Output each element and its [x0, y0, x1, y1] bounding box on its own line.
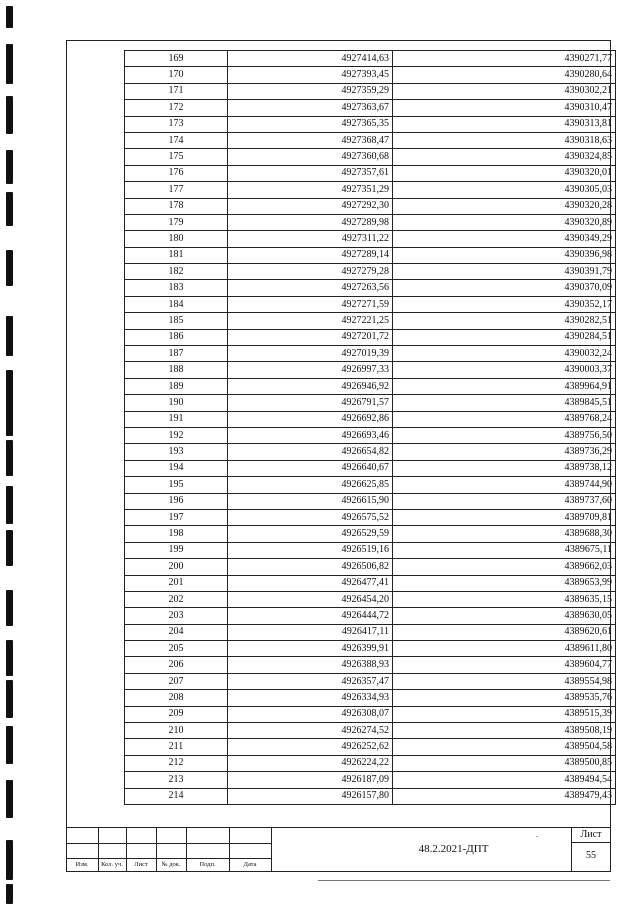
table-row — [125, 51, 616, 67]
x-coordinate-cell: 4926529,59 — [228, 526, 393, 542]
y-coordinate-cell: 4389630,05 — [393, 608, 616, 624]
y-coordinate-cell: 4390352,17 — [393, 296, 616, 312]
table-row — [125, 427, 616, 443]
y-coordinate-cell: 4389500,85 — [393, 755, 616, 771]
point-number-cell: 170 — [125, 67, 228, 83]
stamp-label-list: Лист — [134, 861, 148, 868]
table-row — [125, 690, 616, 706]
table-row — [125, 657, 616, 673]
x-coordinate-cell: 4927201,72 — [228, 329, 393, 345]
binding-mark — [6, 440, 13, 476]
y-coordinate-cell: 4389620,61 — [393, 624, 616, 640]
table-row — [125, 264, 616, 280]
table-row — [125, 788, 616, 804]
point-number-cell: 194 — [125, 460, 228, 476]
stamp-label-signature: Подп. — [199, 861, 216, 868]
table-row — [125, 542, 616, 558]
x-coordinate-cell: 4927414,63 — [228, 51, 393, 67]
y-coordinate-cell: 4390003,37 — [393, 362, 616, 378]
y-coordinate-cell: 4389964,91 — [393, 378, 616, 394]
x-coordinate-cell: 4927368,47 — [228, 132, 393, 148]
y-coordinate-cell: 4389756,50 — [393, 427, 616, 443]
table-row — [125, 411, 616, 427]
point-number-cell: 212 — [125, 755, 228, 771]
table-row — [125, 329, 616, 345]
table-row — [125, 526, 616, 542]
table-row — [125, 673, 616, 689]
table-row — [125, 444, 616, 460]
point-number-cell: 171 — [125, 83, 228, 99]
x-coordinate-cell: 4927279,28 — [228, 264, 393, 280]
stamp-label-doc-number: № док. — [161, 861, 181, 868]
y-coordinate-cell: 4389709,81 — [393, 509, 616, 525]
point-number-cell: 213 — [125, 772, 228, 788]
x-coordinate-cell: 4927357,61 — [228, 165, 393, 181]
table-row — [125, 772, 616, 788]
x-coordinate-cell: 4926477,41 — [228, 575, 393, 591]
point-number-cell: 182 — [125, 264, 228, 280]
binding-mark — [6, 250, 13, 286]
point-number-cell: 189 — [125, 378, 228, 394]
table-row — [125, 477, 616, 493]
sheet-number: 55 — [586, 850, 596, 861]
x-coordinate-cell: 4926187,09 — [228, 772, 393, 788]
y-coordinate-cell: 4389515,39 — [393, 706, 616, 722]
point-number-cell: 209 — [125, 706, 228, 722]
point-number-cell: 190 — [125, 395, 228, 411]
point-number-cell: 214 — [125, 788, 228, 804]
y-coordinate-cell: 4390305,03 — [393, 182, 616, 198]
table-row — [125, 362, 616, 378]
x-coordinate-cell: 4927363,67 — [228, 100, 393, 116]
x-coordinate-cell: 4926692,86 — [228, 411, 393, 427]
binding-mark — [6, 840, 13, 880]
table-row — [125, 624, 616, 640]
table-row — [125, 493, 616, 509]
x-coordinate-cell: 4927365,35 — [228, 116, 393, 132]
binding-mark — [6, 44, 13, 84]
binding-mark — [6, 486, 13, 524]
point-number-cell: 175 — [125, 149, 228, 165]
y-coordinate-cell: 4390320,01 — [393, 165, 616, 181]
y-coordinate-cell: 4390313,81 — [393, 116, 616, 132]
x-coordinate-cell: 4926575,52 — [228, 509, 393, 525]
y-coordinate-cell: 4389738,12 — [393, 460, 616, 476]
table-row — [125, 182, 616, 198]
x-coordinate-cell: 4926791,57 — [228, 395, 393, 411]
x-coordinate-cell: 4927292,30 — [228, 198, 393, 214]
binding-mark — [6, 590, 13, 626]
stamp-label-kol-uch: Кол. уч. — [101, 861, 123, 868]
table-row — [125, 739, 616, 755]
table-row — [125, 116, 616, 132]
x-coordinate-cell: 4926444,72 — [228, 608, 393, 624]
y-coordinate-cell: 4390324,85 — [393, 149, 616, 165]
sheet-label: Лист — [580, 829, 602, 840]
stamp-label-date: Дата — [243, 861, 257, 868]
point-number-cell: 200 — [125, 559, 228, 575]
bottom-edge-line — [318, 880, 610, 881]
table-row — [125, 641, 616, 657]
point-number-cell: 207 — [125, 673, 228, 689]
x-coordinate-cell: 4926334,93 — [228, 690, 393, 706]
table-row — [125, 575, 616, 591]
x-coordinate-cell: 4926519,16 — [228, 542, 393, 558]
y-coordinate-cell: 4389662,03 — [393, 559, 616, 575]
point-number-cell: 192 — [125, 427, 228, 443]
x-coordinate-cell: 4926252,62 — [228, 739, 393, 755]
y-coordinate-cell: 4390284,51 — [393, 329, 616, 345]
y-coordinate-cell: 4390032,24 — [393, 346, 616, 362]
x-coordinate-cell: 4927019,39 — [228, 346, 393, 362]
table-row — [125, 608, 616, 624]
point-number-cell: 201 — [125, 575, 228, 591]
coordinates-table-body — [125, 51, 616, 805]
y-coordinate-cell: 4390302,21 — [393, 83, 616, 99]
table-row — [125, 231, 616, 247]
point-number-cell: 186 — [125, 329, 228, 345]
table-row — [125, 165, 616, 181]
table-row — [125, 755, 616, 771]
table-row — [125, 100, 616, 116]
point-number-cell: 176 — [125, 165, 228, 181]
x-coordinate-cell: 4926417,11 — [228, 624, 393, 640]
y-coordinate-cell: 4389554,98 — [393, 673, 616, 689]
x-coordinate-cell: 4927289,14 — [228, 247, 393, 263]
x-coordinate-cell: 4926625,85 — [228, 477, 393, 493]
table-row — [125, 83, 616, 99]
point-number-cell: 181 — [125, 247, 228, 263]
table-row — [125, 346, 616, 362]
table-row — [125, 559, 616, 575]
point-number-cell: 191 — [125, 411, 228, 427]
x-coordinate-cell: 4926693,46 — [228, 427, 393, 443]
binding-mark — [6, 96, 13, 134]
x-coordinate-cell: 4926274,52 — [228, 723, 393, 739]
point-number-cell: 193 — [125, 444, 228, 460]
x-coordinate-cell: 4926357,47 — [228, 673, 393, 689]
table-row — [125, 296, 616, 312]
x-coordinate-cell: 4927263,56 — [228, 280, 393, 296]
x-coordinate-cell: 4927351,29 — [228, 182, 393, 198]
x-coordinate-cell: 4927289,98 — [228, 214, 393, 230]
point-number-cell: 174 — [125, 132, 228, 148]
table-row — [125, 395, 616, 411]
table-row — [125, 723, 616, 739]
x-coordinate-cell: 4927393,45 — [228, 67, 393, 83]
table-row — [125, 214, 616, 230]
point-number-cell: 210 — [125, 723, 228, 739]
title-block — [66, 827, 611, 872]
table-row — [125, 67, 616, 83]
binding-mark — [6, 780, 13, 818]
binding-mark — [6, 150, 13, 184]
point-number-cell: 195 — [125, 477, 228, 493]
x-coordinate-cell: 4926640,67 — [228, 460, 393, 476]
y-coordinate-cell: 4390349,29 — [393, 231, 616, 247]
point-number-cell: 185 — [125, 313, 228, 329]
y-coordinate-cell: 4389744,90 — [393, 477, 616, 493]
x-coordinate-cell: 4926506,82 — [228, 559, 393, 575]
point-number-cell: 205 — [125, 641, 228, 657]
point-number-cell: 179 — [125, 214, 228, 230]
y-coordinate-cell: 4390320,89 — [393, 214, 616, 230]
point-number-cell: 183 — [125, 280, 228, 296]
y-coordinate-cell: 4389768,24 — [393, 411, 616, 427]
point-number-cell: 211 — [125, 739, 228, 755]
binding-mark — [6, 884, 13, 904]
y-coordinate-cell: 4390370,09 — [393, 280, 616, 296]
x-coordinate-cell: 4926615,90 — [228, 493, 393, 509]
table-row — [125, 591, 616, 607]
point-number-cell: 208 — [125, 690, 228, 706]
table-row — [125, 460, 616, 476]
y-coordinate-cell: 4389845,51 — [393, 395, 616, 411]
point-number-cell: 206 — [125, 657, 228, 673]
x-coordinate-cell: 4926308,07 — [228, 706, 393, 722]
x-coordinate-cell: 4927221,25 — [228, 313, 393, 329]
coordinates-table — [124, 50, 616, 805]
binding-mark — [6, 726, 13, 764]
binding-mark — [6, 316, 13, 356]
x-coordinate-cell: 4926388,93 — [228, 657, 393, 673]
y-coordinate-cell: 4389508,19 — [393, 723, 616, 739]
point-number-cell: 180 — [125, 231, 228, 247]
y-coordinate-cell: 4389494,54 — [393, 772, 616, 788]
y-coordinate-cell: 4390280,64 — [393, 67, 616, 83]
point-number-cell: 198 — [125, 526, 228, 542]
y-coordinate-cell: 4389535,76 — [393, 690, 616, 706]
y-coordinate-cell: 4390396,98 — [393, 247, 616, 263]
y-coordinate-cell: 4389504,58 — [393, 739, 616, 755]
binding-mark — [6, 530, 13, 566]
point-number-cell: 199 — [125, 542, 228, 558]
x-coordinate-cell: 4926997,33 — [228, 362, 393, 378]
x-coordinate-cell: 4927359,29 — [228, 83, 393, 99]
x-coordinate-cell: 4926224,22 — [228, 755, 393, 771]
table-row — [125, 313, 616, 329]
x-coordinate-cell: 4927271,59 — [228, 296, 393, 312]
point-number-cell: 203 — [125, 608, 228, 624]
y-coordinate-cell: 4390391,79 — [393, 264, 616, 280]
y-coordinate-cell: 4389736,29 — [393, 444, 616, 460]
point-number-cell: 177 — [125, 182, 228, 198]
y-coordinate-cell: 4389653,99 — [393, 575, 616, 591]
x-coordinate-cell: 4926157,80 — [228, 788, 393, 804]
table-row — [125, 378, 616, 394]
point-number-cell: 202 — [125, 591, 228, 607]
point-number-cell: 204 — [125, 624, 228, 640]
y-coordinate-cell: 4390318,63 — [393, 132, 616, 148]
stamp-label-izm: Изм. — [75, 861, 89, 868]
y-coordinate-cell: 4390282,51 — [393, 313, 616, 329]
point-number-cell: 184 — [125, 296, 228, 312]
x-coordinate-cell: 4926454,20 — [228, 591, 393, 607]
table-row — [125, 247, 616, 263]
table-row — [125, 280, 616, 296]
table-row — [125, 509, 616, 525]
binding-mark — [6, 640, 13, 676]
y-coordinate-cell: 4389479,43 — [393, 788, 616, 804]
point-number-cell: 188 — [125, 362, 228, 378]
y-coordinate-cell: 4389688,30 — [393, 526, 616, 542]
x-coordinate-cell: 4927360,68 — [228, 149, 393, 165]
table-row — [125, 149, 616, 165]
y-coordinate-cell: 4390271,77 — [393, 51, 616, 67]
point-number-cell: 187 — [125, 346, 228, 362]
table-row — [125, 198, 616, 214]
point-number-cell: 197 — [125, 509, 228, 525]
y-coordinate-cell: 4390320,28 — [393, 198, 616, 214]
y-coordinate-cell: 4389737,60 — [393, 493, 616, 509]
point-number-cell: 169 — [125, 51, 228, 67]
x-coordinate-cell: 4927311,22 — [228, 231, 393, 247]
binding-mark — [6, 192, 13, 226]
y-coordinate-cell: 4390310,47 — [393, 100, 616, 116]
x-coordinate-cell: 4926946,92 — [228, 378, 393, 394]
y-coordinate-cell: 4389675,11 — [393, 542, 616, 558]
table-row — [125, 132, 616, 148]
stamp-mark: . — [536, 830, 538, 839]
table-row — [125, 706, 616, 722]
binding-mark — [6, 6, 13, 28]
x-coordinate-cell: 4926399,91 — [228, 641, 393, 657]
binding-mark — [6, 400, 13, 436]
point-number-cell: 172 — [125, 100, 228, 116]
point-number-cell: 178 — [125, 198, 228, 214]
document-code: 48.2.2021-ДПТ — [418, 843, 489, 855]
y-coordinate-cell: 4389604,77 — [393, 657, 616, 673]
y-coordinate-cell: 4389611,80 — [393, 641, 616, 657]
point-number-cell: 173 — [125, 116, 228, 132]
point-number-cell: 196 — [125, 493, 228, 509]
binding-mark — [6, 680, 13, 718]
y-coordinate-cell: 4389635,15 — [393, 591, 616, 607]
x-coordinate-cell: 4926654,82 — [228, 444, 393, 460]
